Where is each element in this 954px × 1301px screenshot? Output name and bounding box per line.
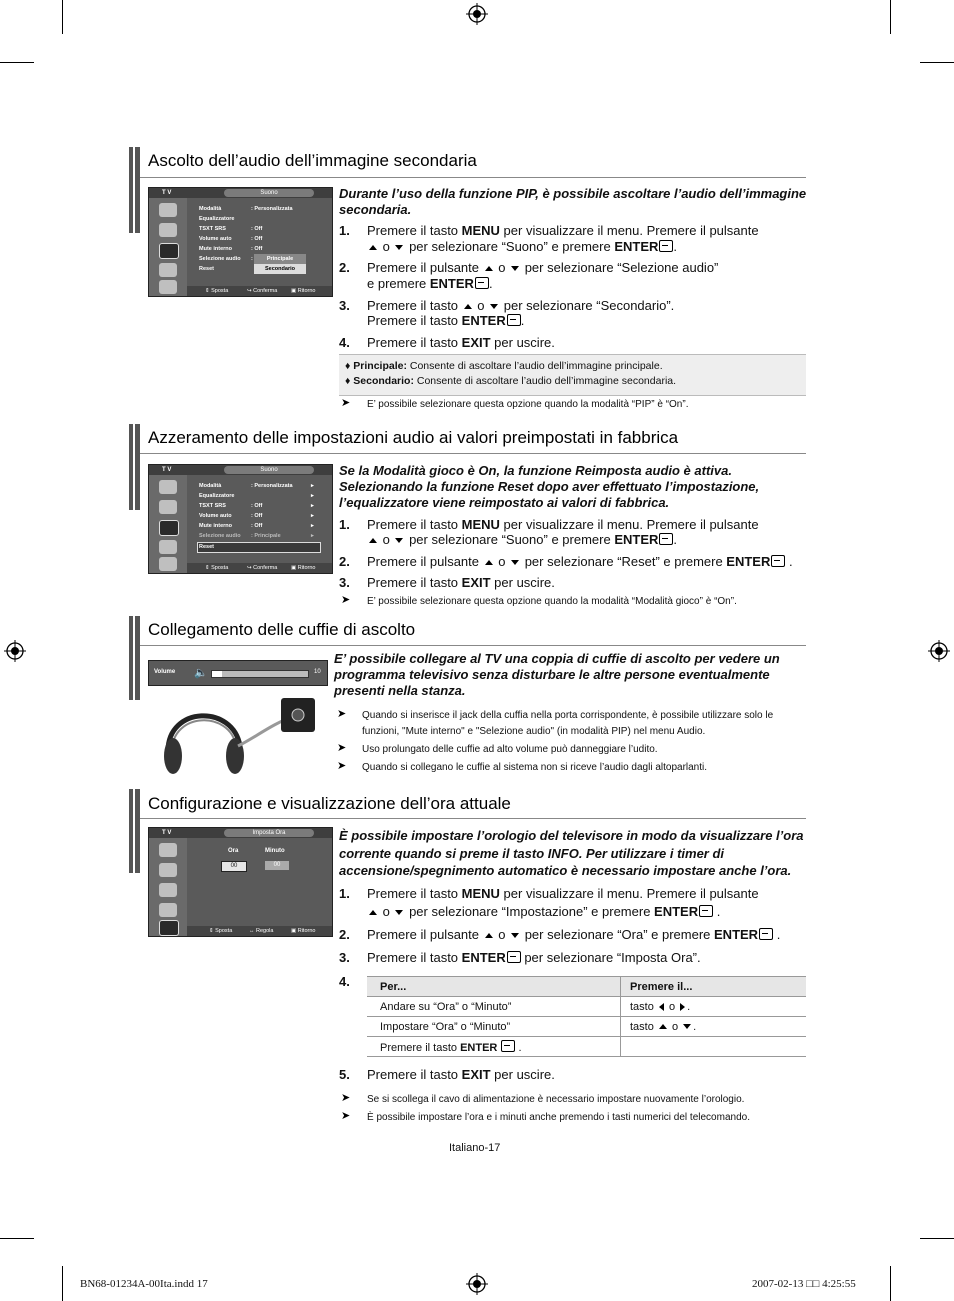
- note-text: Uso prolungato delle cuffie ad alto volume può danneggiare l’udito.: [362, 744, 658, 755]
- tv-menu-row: Reset: [199, 544, 214, 550]
- volume-osd: [148, 660, 328, 686]
- tv-menu-bottom: ⇕ Sposta ↪ Conferma ▣ Ritorno: [187, 563, 332, 573]
- down-arrow-icon: [683, 1024, 691, 1029]
- footer-timestamp: 2007-02-13 □□ 4:25:55: [752, 1278, 856, 1290]
- crop-mark: [0, 1238, 34, 1239]
- enter-icon: [501, 1040, 515, 1052]
- tv-menu-label: T V: [162, 190, 172, 196]
- down-arrow-icon: [395, 538, 403, 543]
- channel-icon: [159, 903, 177, 917]
- up-arrow-icon: [485, 933, 493, 938]
- note-text: È possibile impostare l’ora e i minuti anche premendo i tasti numerici del telecomando.: [367, 1112, 750, 1123]
- enter-icon: [659, 240, 673, 252]
- down-arrow-icon: [511, 560, 519, 565]
- enter-icon: [475, 277, 489, 289]
- tv-menu-row: Selezione audio :: [199, 256, 253, 262]
- step-text: Premere il pulsante o per selezionare “Ora” e premere ENTER .: [367, 927, 781, 942]
- tv-menu-screenshot: [148, 827, 333, 937]
- note-arrow-icon: ➤: [337, 760, 347, 772]
- note-text: Quando si inserisce il jack della cuffia nella porta corrispondente, è possibile utilizzare solo le: [362, 710, 774, 721]
- crop-mark: [62, 1266, 63, 1301]
- section-title: Ascolto dell’audio dell’immagine secondaria: [148, 151, 477, 170]
- tv-menu-row: Equalizzatore: [199, 216, 235, 222]
- key-table: [367, 976, 806, 1057]
- enter-icon: [771, 555, 785, 567]
- left-arrow-icon: [659, 1003, 664, 1011]
- clock-hour-label: Ora: [228, 848, 239, 854]
- crop-mark: [890, 0, 891, 34]
- setup-icon: [159, 557, 177, 571]
- table-header: Per...: [367, 977, 621, 997]
- tv-menu-row: Mute interno : Off ▸: [199, 523, 314, 529]
- setup-icon: [159, 280, 177, 294]
- up-arrow-icon: [485, 266, 493, 271]
- step-text: Premere il tasto EXIT per uscire.: [367, 575, 555, 590]
- step-text: e premere ENTER .: [367, 276, 493, 291]
- registration-mark-icon: [466, 1273, 488, 1295]
- step-number: 4.: [339, 974, 350, 989]
- step-text: Premere il tasto EXIT per uscire.: [367, 335, 555, 350]
- table-row: Impostare “Ora” o “Minuto” tasto o .: [367, 1017, 806, 1037]
- footer-filename: BN68-01234A-00Ita.indd 17: [80, 1278, 208, 1290]
- tv-menu-row: TSXT SRS : Off: [199, 226, 263, 232]
- tv-menu-popup: Principale Secondario: [254, 254, 306, 274]
- step-text: Premere il tasto ENTER .: [367, 313, 525, 328]
- tv-menu-row: Volume auto : Off: [199, 236, 263, 242]
- tv-menu-screenshot: [148, 187, 333, 297]
- tv-menu-row: Volume auto : Off ▸: [199, 513, 314, 519]
- step-text: o per selezionare “Impostazione” e premere ENTER .: [367, 904, 720, 920]
- note-text: E’ possibile selezionare questa opzione quando la modalità “Modalità gioco” è “On”.: [367, 596, 737, 607]
- table-row: Premere il tasto ENTER .: [367, 1037, 806, 1057]
- tv-menu-row: Modalità : Personalizzata: [199, 206, 293, 212]
- step-number: 3.: [339, 575, 350, 590]
- enter-icon: [507, 951, 521, 963]
- section-divider: [140, 645, 806, 646]
- registration-mark-icon: [466, 3, 488, 25]
- section-divider: [140, 453, 806, 454]
- enter-icon: [759, 928, 773, 940]
- tv-menu-tab: Suono: [224, 466, 314, 474]
- step-text: Premere il pulsante o per selezionare “Selezione audio”: [367, 260, 719, 275]
- enter-icon: [659, 533, 673, 545]
- step-number: 2.: [339, 554, 350, 569]
- picture-icon: [159, 863, 177, 877]
- down-arrow-icon: [395, 245, 403, 250]
- channel-icon: [159, 540, 177, 554]
- channel-icon: [159, 263, 177, 277]
- section-bar: [129, 789, 140, 873]
- section-intro: Se la Modalità gioco è On, la funzione Reimposta audio è attiva. Selezionando la funzione Reset dopo aver effettuato l’impostazione, l’equalizzatore viene reimpostato ai valori di fabbrica.: [339, 463, 760, 510]
- step-text: Premere il tasto EXIT per uscire.: [367, 1067, 555, 1082]
- step-number: 3.: [339, 950, 350, 965]
- crop-mark: [890, 1266, 891, 1301]
- up-arrow-icon: [485, 560, 493, 565]
- tv-menu-row: Selezione audio : Principale ▸: [199, 533, 314, 539]
- clock-minute-label: Minuto: [265, 848, 285, 854]
- tv-menu-row: Reset: [199, 266, 214, 272]
- section-bar: [129, 424, 140, 510]
- section-divider: [140, 177, 806, 178]
- section-bar: [129, 147, 140, 233]
- tv-menu-label: T V: [162, 467, 172, 473]
- table-header: Premere il...: [621, 977, 807, 997]
- sound-icon: [159, 520, 179, 536]
- step-text: Premere il tasto MENU per visualizzare il menu. Premere il pulsante: [367, 223, 759, 238]
- volume-label: Volume: [154, 669, 176, 675]
- headphones-icon: [158, 696, 318, 778]
- up-arrow-icon: [369, 245, 377, 250]
- up-arrow-icon: [369, 910, 377, 915]
- sound-icon: [159, 883, 177, 897]
- tv-menu-bottom: ⇕ Sposta ↔ Regola ▣ Ritorno: [187, 926, 332, 936]
- note-arrow-icon: ➤: [337, 708, 347, 720]
- crop-mark: [920, 1238, 954, 1239]
- enter-icon: [699, 905, 713, 917]
- info-box: [339, 354, 806, 396]
- clock-hour-value: 00: [221, 861, 247, 872]
- note-text: funzioni, "Mute interno" e "Selezione audio" (in modalità PIP) nel menu Audio.: [362, 726, 706, 737]
- section-divider: [140, 818, 806, 819]
- tv-menu-bottom: ⇕ Sposta ↪ Conferma ▣ Ritorno: [187, 286, 332, 296]
- note-arrow-icon: ➤: [341, 594, 351, 606]
- page-number: Italiano-17: [449, 1142, 501, 1154]
- step-text: Premere il pulsante o per selezionare “Reset” e premere ENTER .: [367, 554, 793, 569]
- registration-mark-icon: [4, 640, 26, 662]
- section-intro: È possibile impostare l’orologio del televisore in modo da visualizzare l’ora corrente quando si preme il tasto INFO. Per utilizzare i timer di accensione/spegnimento automatico è necessario impostare anche l’ora.: [339, 828, 804, 878]
- section-title: Configurazione e visualizzazione dell’ora attuale: [148, 794, 511, 813]
- info-line: ♦ Principale: Consente di ascoltare l’audio dell’immagine principale.: [345, 360, 663, 372]
- section-intro: Durante l’uso della funzione PIP, è possibile ascoltare l’audio dell’immagine secondaria.: [339, 186, 807, 217]
- speaker-icon: 🔈: [194, 667, 208, 679]
- step-text: Premere il tasto MENU per visualizzare il menu. Premere il pulsante: [367, 886, 759, 901]
- tv-menu-tab: Suono: [224, 189, 314, 197]
- down-arrow-icon: [490, 304, 498, 309]
- picture-icon: [159, 203, 177, 217]
- tv-menu-screenshot: [148, 464, 333, 574]
- right-arrow-icon: [680, 1003, 685, 1011]
- crop-mark: [920, 62, 954, 63]
- crop-mark: [0, 62, 34, 63]
- section-title: Collegamento delle cuffie di ascolto: [148, 620, 416, 639]
- step-text: Premere il tasto MENU per visualizzare il menu. Premere il pulsante: [367, 517, 759, 532]
- down-arrow-icon: [511, 933, 519, 938]
- picture-icon: [159, 500, 177, 514]
- section-bar: [129, 616, 140, 700]
- step-number: 5.: [339, 1067, 350, 1082]
- up-arrow-icon: [659, 1024, 667, 1029]
- registration-mark-icon: [928, 640, 950, 662]
- tv-menu-row: Mute interno : Off: [199, 246, 263, 252]
- step-text: Premere il tasto o per selezionare “Secondario”.: [367, 298, 675, 313]
- up-arrow-icon: [369, 538, 377, 543]
- step-text: o per selezionare “Suono” e premere ENTER .: [367, 239, 677, 255]
- note-arrow-icon: ➤: [341, 1110, 351, 1122]
- picture-icon: [159, 223, 177, 237]
- note-text: E’ possibile selezionare questa opzione quando la modalità “PIP” è “On”.: [367, 399, 689, 410]
- tv-menu-row: Equalizzatore ▸: [199, 493, 314, 499]
- step-number: 2.: [339, 927, 350, 942]
- step-number: 1.: [339, 223, 350, 238]
- step-number: 4.: [339, 335, 350, 350]
- down-arrow-icon: [511, 266, 519, 271]
- crop-mark: [62, 0, 63, 34]
- clock-minute-value: 00: [265, 861, 289, 870]
- setup-icon: [159, 920, 179, 936]
- step-number: 3.: [339, 298, 350, 313]
- step-text: o per selezionare “Suono” e premere ENTER .: [367, 532, 677, 548]
- volume-track: [211, 670, 309, 678]
- note-text: Se si scollega il cavo di alimentazione è necessario impostare nuovamente l’orologio.: [367, 1094, 745, 1105]
- sound-icon: [159, 243, 179, 259]
- volume-value: 10: [314, 669, 321, 675]
- tv-menu-row: Modalità : Personalizzata ▸: [199, 483, 314, 489]
- table-row: Andare su “Ora” o “Minuto” tasto o .: [367, 997, 806, 1017]
- step-number: 1.: [339, 517, 350, 532]
- picture-icon: [159, 843, 177, 857]
- note-arrow-icon: ➤: [341, 1092, 351, 1104]
- note-text: Quando si collegano le cuffie al sistema non si riceve l’audio dagli altoparlanti.: [362, 762, 708, 773]
- section-title: Azzeramento delle impostazioni audio ai valori preimpostati in fabbrica: [148, 428, 679, 447]
- tv-menu-tab: Imposta Ora: [224, 829, 314, 837]
- section-intro: E’ possibile collegare al TV una coppia di cuffie di ascolto per vedere un programma televisivo senza disturbare le altre persone eventualmente presenti nella stanza.: [334, 651, 780, 698]
- tv-menu-label: T V: [162, 830, 172, 836]
- note-arrow-icon: ➤: [341, 397, 351, 409]
- up-arrow-icon: [464, 304, 472, 309]
- down-arrow-icon: [395, 910, 403, 915]
- info-line: ♦ Secondario: Consente di ascoltare l’audio dell’immagine secondaria.: [345, 375, 677, 387]
- step-number: 1.: [339, 886, 350, 901]
- enter-icon: [507, 314, 521, 326]
- note-arrow-icon: ➤: [337, 742, 347, 754]
- picture-icon: [159, 480, 177, 494]
- step-number: 2.: [339, 260, 350, 275]
- tv-menu-row: TSXT SRS : Off ▸: [199, 503, 314, 509]
- step-text: Premere il tasto ENTER per selezionare “Imposta Ora”.: [367, 950, 701, 965]
